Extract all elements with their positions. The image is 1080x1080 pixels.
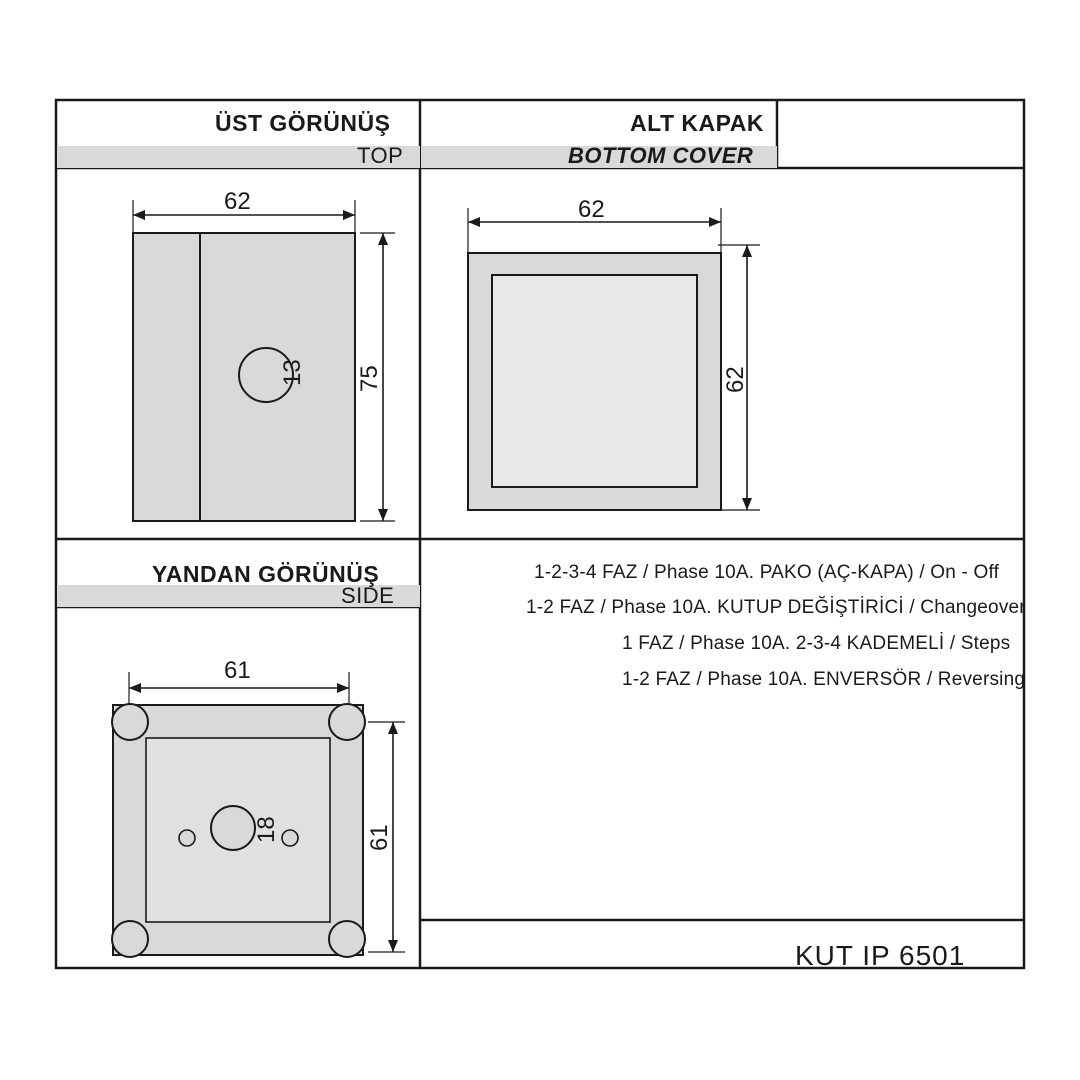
panel-title-side-tr: YANDAN GÖRÜNÜŞ [152, 561, 380, 587]
panel-title-bottom-en: BOTTOM COVER [568, 143, 754, 168]
panel-title-top-tr: ÜST GÖRÜNÜŞ [215, 110, 391, 136]
side-view-figure [112, 672, 405, 957]
spec-line-2: 1-2 FAZ / Phase 10A. KUTUP DEĞİŞTİRİCİ / Changeover [526, 597, 1026, 618]
dimension-bottom-height: 62 [722, 366, 749, 393]
top-view-figure [133, 200, 395, 521]
product-code: KUT IP 6501 [795, 940, 966, 971]
spec-line-3: 1 FAZ / Phase 10A. 2-3-4 KADEMELİ / Steps [622, 633, 1011, 654]
dimension-side-hole: 18 [253, 816, 280, 843]
bottom-cover-figure [468, 208, 760, 510]
dimension-top-height: 75 [356, 365, 383, 392]
dimension-side-height: 61 [366, 824, 393, 851]
panel-title-top-en: TOP [357, 143, 404, 168]
dimension-top-hole: 13 [279, 359, 306, 386]
spec-line-4: 1-2 FAZ / Phase 10A. ENVERSÖR / Reversing [622, 669, 1026, 690]
dimension-top-width: 62 [224, 188, 251, 215]
panel-title-side-en: SIDE [341, 583, 395, 608]
panel-title-bottom-tr: ALT KAPAK [630, 110, 764, 136]
dimension-bottom-width: 62 [578, 196, 605, 223]
spec-line-1: 1-2-3-4 FAZ / Phase 10A. PAKO (AÇ-KAPA) / On - Off [534, 562, 1000, 583]
dimension-side-width: 61 [224, 657, 251, 684]
